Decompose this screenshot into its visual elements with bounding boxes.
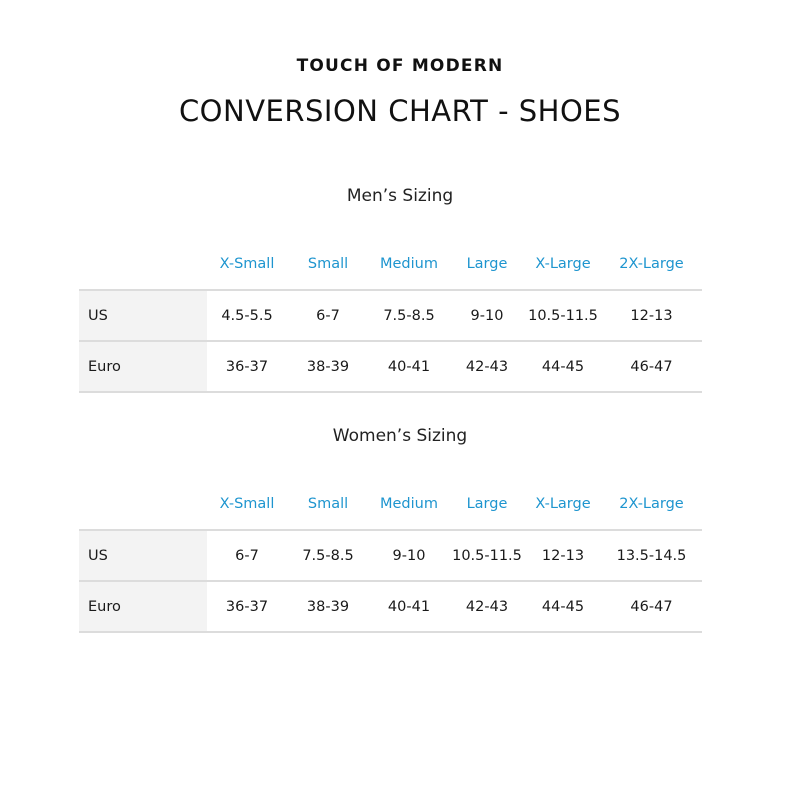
table-row-euro [79,341,702,392]
table-cell: 12-13 [525,530,601,581]
table-row-us [79,290,702,341]
row-label-euro: Euro [79,341,207,392]
mens-section-title: Men’s Sizing [346,186,454,206]
table-cell: 4.5-5.5 [207,290,287,341]
header-small: Small [287,478,369,530]
table-cell: 40-41 [369,581,449,632]
header-blank-cell [79,238,207,290]
table-cell: 44-45 [525,341,601,392]
table-cell: 7.5-8.5 [369,290,449,341]
table-cell: 10.5-11.5 [525,290,601,341]
table-cell: 36-37 [207,581,287,632]
table-cell: 42-43 [449,341,525,392]
table-cell: 46-47 [601,581,702,632]
table-cell: 7.5-8.5 [287,530,369,581]
womens-section-title: Women’s Sizing [332,426,468,446]
header-small: Small [287,238,369,290]
table-cell: 6-7 [287,290,369,341]
table-cell: 44-45 [525,581,601,632]
table-cell: 38-39 [287,581,369,632]
table-cell: 42-43 [449,581,525,632]
row-label-us: US [79,290,207,341]
table-cell: 9-10 [449,290,525,341]
table-cell: 46-47 [601,341,702,392]
table-cell: 9-10 [369,530,449,581]
row-label-euro: Euro [79,581,207,632]
table-header-row [79,478,702,530]
table-cell: 10.5-11.5 [449,530,525,581]
header-x-small: X-Small [207,478,287,530]
page-title: CONVERSION CHART - SHOES [178,94,622,128]
table-header-row [79,238,702,290]
table-cell: 6-7 [207,530,287,581]
table-row-euro [79,581,702,632]
table-cell: 12-13 [601,290,702,341]
header-medium: Medium [369,478,449,530]
header-large: Large [449,478,525,530]
womens-size-table [79,478,702,633]
table-cell: 40-41 [369,341,449,392]
header-x-large: X-Large [525,238,601,290]
table-cell: 38-39 [287,341,369,392]
table-cell: 36-37 [207,341,287,392]
table-cell: 13.5-14.5 [601,530,702,581]
header-large: Large [449,238,525,290]
header-blank-cell [79,478,207,530]
brand-logo: TOUCH OF MODERN [296,56,504,76]
mens-size-table [79,238,702,393]
header-medium: Medium [369,238,449,290]
table-row-us [79,530,702,581]
row-label-us: US [79,530,207,581]
header-2x-large: 2X-Large [601,238,702,290]
header-x-small: X-Small [207,238,287,290]
header-2x-large: 2X-Large [601,478,702,530]
header-x-large: X-Large [525,478,601,530]
